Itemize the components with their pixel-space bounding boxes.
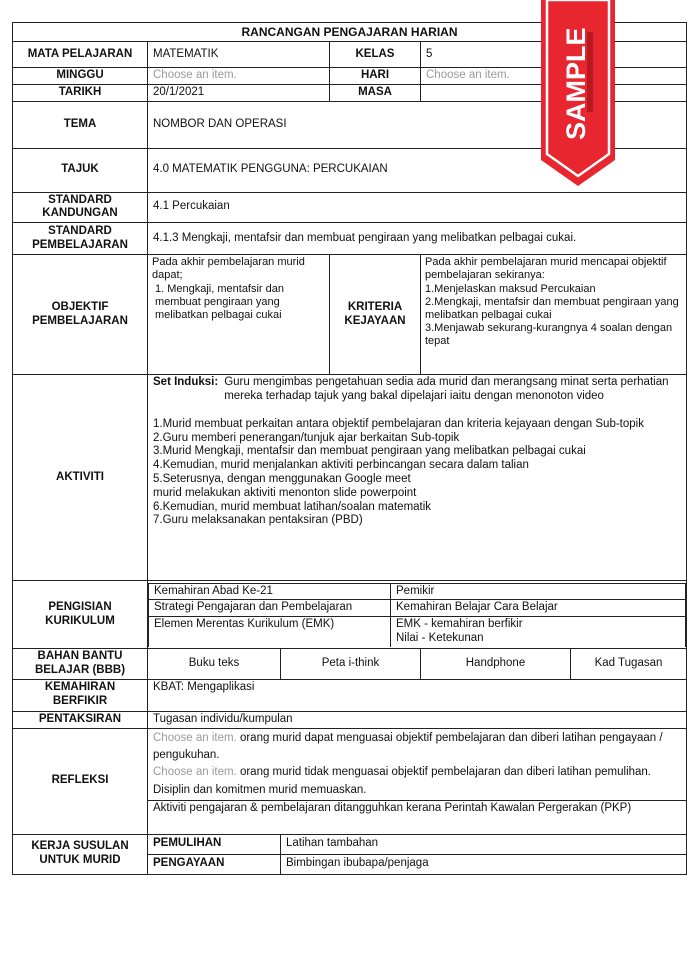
kemahiran-berfikir-value[interactable]: KBAT: Mengaplikasi [148,679,687,711]
aktiviti-step: 6.Kemudian, murid membuat latihan/soalan matematik [153,500,432,513]
kriteria-item: 2.Mengkaji, mentafsir dan membuat pengiraan yang melibatkan pelbagai cukai [425,295,679,321]
refleksi-text-1: orang murid dapat menguasai objektif pembelajaran dan diberi latihan pengayaan / pengukuhan. [153,731,663,762]
aktiviti-step: 2.Guru memberi penerangan/tunjuk ajar berkaitan Sub-topik [153,431,460,444]
refleksi-line-2 [153,764,681,799]
pengisian-right[interactable]: Pemikir [391,583,686,600]
tajuk-label: TAJUK [13,148,148,192]
pengisian-kurikulum-label: PENGISIAN KURIKULUM [13,581,148,649]
pengisian-right-emk[interactable] [391,617,686,647]
pentaksiran-label: PENTAKSIRAN [13,711,148,728]
sample-watermark [537,0,619,190]
pengisian-right[interactable]: Kemahiran Belajar Cara Belajar [391,600,686,617]
standard-kandungan-value[interactable]: 4.1 Percukaian [148,192,687,223]
kriteria-label: KRITERIA KEJAYAAN [330,255,421,375]
hari-dropdown[interactable]: Choose an item. [421,68,687,85]
hari-label: HARI [330,68,421,85]
pengisian-emk: EMK - kemahiran berfikir [396,618,523,631]
aktiviti-step: 4.Kemudian, murid menjalankan aktiviti perbincangan secara dalam talian [153,459,529,472]
tarikh-value[interactable]: 20/1/2021 [148,84,330,101]
tema-label: TEMA [13,101,148,148]
aktiviti-step: murid melakukan aktiviti menonton slide powerpoint [153,486,417,499]
aktiviti-step: 7.Guru melaksanakan pentaksiran (PBD) [153,514,363,527]
aktiviti-step: 5.Seterusnya, dengan menggunakan Google meet [153,472,411,485]
kerja-susulan-label: KERJA SUSULAN UNTUK MURID [13,834,148,874]
refleksi-dropdown-1[interactable]: Choose an item. [153,731,237,744]
pentaksiran-value[interactable]: Tugasan individu/kumpulan [148,711,687,728]
bbb-item[interactable]: Peta i-think [281,649,421,680]
pengisian-nilai: Nilai - Ketekunan [396,631,484,644]
bbb-item[interactable]: Handphone [421,649,571,680]
masa-label: MASA [330,84,421,101]
pemulihan-label: PEMULIHAN [148,834,281,854]
mata-pelajaran-label: MATA PELAJARAN [13,42,148,68]
aktiviti-step: 1.Murid membuat perkaitan antara objektif pembelajaran dan kriteria kejayaan dengan Sub-topik [153,417,644,430]
kriteria-intro: Pada akhir pembelajaran murid mencapai objektif pembelajaran sekiranya: [425,256,667,282]
minggu-label: MINGGU [13,68,148,85]
objektif-content[interactable] [148,255,330,375]
refleksi-label: REFLEKSI [13,728,148,834]
kriteria-item: 3.Menjawab sekurang-kurangnya 4 soalan dengan tepat [425,322,673,348]
refleksi-text-2: orang murid tidak menguasai objektif pembelajaran dan diberi latihan pemulihan. Disiplin dan komitmen murid memuaskan. [153,766,652,796]
standard-pembelajaran-value[interactable]: 4.1.3 Mengkaji, mentafsir dan membuat pengiraan yang melibatkan pelbagai cukai. [148,223,687,255]
aktiviti-label: AKTIVITI [13,375,148,581]
objektif-intro: Pada akhir pembelajaran murid dapat; [152,256,305,282]
bbb-label: BAHAN BANTU BELAJAR (BBB) [13,649,148,680]
refleksi-content [148,728,687,800]
pengayaan-label: PENGAYAAN [148,854,281,874]
set-induksi-text: Guru mengimbas pengetahuan sedia ada murid dan merangsang minat serta perhatian mereka terhadap tajuk yang bakal dipelajari iaitu dengan menonoton video [224,376,669,402]
tema-value[interactable]: NOMBOR DAN OPERASI [148,101,687,148]
refleksi-dropdown-2[interactable]: Choose an item. [153,766,237,779]
pemulihan-value[interactable]: Latihan tambahan [281,834,687,854]
refleksi-line-1 [153,730,681,765]
tarikh-label: TARIKH [13,84,148,101]
bbb-item[interactable]: Kad Tugasan [571,649,687,680]
aktiviti-step: 3.Murid Mengkaji, mentafsir dan membuat pengiraan yang melibatkan pelbagai cukai [153,445,586,458]
aktiviti-content[interactable] [148,375,687,581]
tajuk-value[interactable]: 4.0 MATEMATIK PENGGUNA: PERCUKAIAN [148,148,687,192]
pengisian-left: Elemen Merentas Kurikulum (EMK) [149,617,391,647]
refleksi-note[interactable]: Aktiviti pengajaran & pembelajaran ditangguhkan kerana Perintah Kawalan Pergerakan (PKP) [148,800,687,834]
bbb-item[interactable]: Buku teks [148,649,281,680]
kriteria-content[interactable] [421,255,687,375]
document-title: RANCANGAN PENGAJARAN HARIAN [13,23,687,42]
standard-kandungan-label: STANDARD KANDUNGAN [13,192,148,223]
kelas-label: KELAS [330,42,421,68]
kelas-value[interactable]: 5 [421,42,687,68]
pengisian-table [148,583,686,647]
standard-pembelajaran-label: STANDARD PEMBELAJARAN [13,223,148,255]
set-induksi [153,376,681,404]
set-induksi-label: Set Induksi: [153,376,219,389]
minggu-dropdown[interactable]: Choose an item. [148,68,330,85]
kemahiran-berfikir-label: KEMAHIRAN BERFIKIR [13,679,148,711]
kriteria-item: 1.Menjelaskan maksud Percukaian [425,282,596,295]
aktiviti-steps [153,418,681,528]
watermark-text: SAMPLE [561,27,591,140]
pengisian-left: Strategi Pengajaran dan Pembelajaran [149,600,391,617]
objektif-label: OBJEKTIF PEMBELAJARAN [13,255,148,375]
mata-pelajaran-value[interactable]: MATEMATIK [148,42,330,68]
pengayaan-value[interactable]: Bimbingan ibubapa/penjaga [281,854,687,874]
pengisian-kurikulum-content [148,581,687,649]
objektif-item: 1. Mengkaji, mentafsir dan membuat pengiraan yang melibatkan pelbagai cukai [155,282,285,321]
pengisian-left: Kemahiran Abad Ke-21 [149,583,391,600]
